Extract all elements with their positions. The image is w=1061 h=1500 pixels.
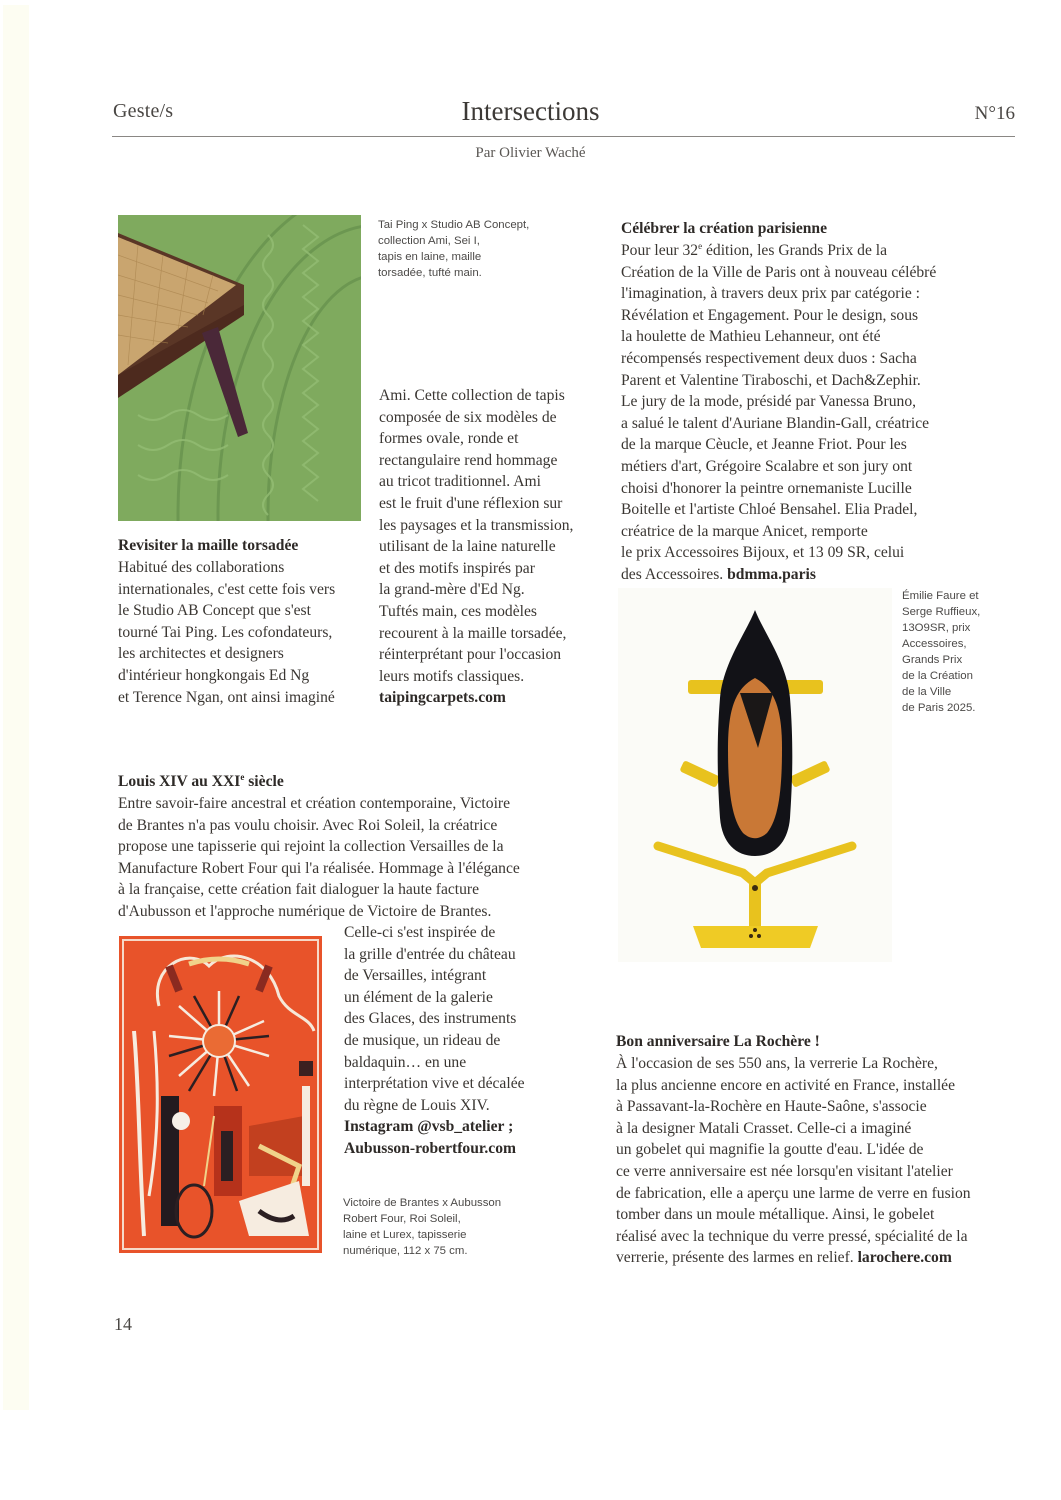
larochere-link[interactable]: larochere.com [857, 1249, 952, 1267]
header-rule [112, 136, 1015, 137]
louis-headline-sup: e [240, 772, 245, 782]
tapestry-image [119, 936, 322, 1253]
page-number: 14 [114, 1314, 132, 1334]
rochere-body-text: À l'occasion de ses 550 ans, la verrerie La Rochère, la plus ancienne encore en activité en France, installée à Passavant-la-Rochère en Haute-Saône, s'associe à la designer Matali Crasset. Celle-ci a imaginé un gobelet qui magnifie la goutte d'eau. L'idée de ce verre anniversaire est née lorsqu'en visitant l'atelier de fabrication, elle a aperçu une larme de verre en fusion tomber dans un moule métallique. Ainsi, le gobelet réalisé avec la technique du verre pressé, spécialité de la verrerie, présente des larmes en relief. [616, 1055, 971, 1267]
instagram-link[interactable]: Instagram @vsb_atelier ; [344, 1118, 514, 1135]
maille-body-col1: Habitué des collaborations internationales, c'est cette fois vers le Studio AB Concept que s'est tourné Tai Ping. Les cofondateurs, les architectes et designers d'intérieur hongkongais Ed Ng et Terence Ngan, ont ainsi imaginé [118, 559, 336, 706]
scan-edge-strip [3, 5, 29, 1410]
shoe-illustration [618, 588, 892, 962]
issue-number: N°16 [974, 103, 1015, 124]
louis-headline-end: siècle [244, 773, 284, 790]
shoe-caption: Émilie Faure et Serge Ruffieux, 13O9SR, prix Accessoires, Grands Prix de la Création de la Ville de Paris 2025. [902, 590, 981, 714]
creation-headline: Célébrer la création parisienne [621, 220, 828, 237]
louis-headline-start: Louis XIV au XXI [118, 773, 241, 790]
louis-body-col: Celle-ci s'est inspirée de la grille d'entrée du château de Versailles, intégrant un élément de la galerie des Glaces, des instruments de musique, un rideau de baldaquin… en une interprétation vive et décalée du règne de Louis XIV. [344, 924, 525, 1114]
bdmma-link[interactable]: bdmma.paris [727, 565, 816, 583]
aubusson-link[interactable]: Aubusson-robertfour.com [344, 1140, 516, 1157]
rochere-body [616, 1053, 1026, 1269]
rug-caption: Tai Ping x Studio AB Concept, collection Ami, Sei I, tapis en laine, maille torsadée, tufté main. [378, 219, 530, 279]
creation-body [621, 240, 1021, 586]
tapestry-caption: Victoire de Brantes x Aubusson Robert Four, Roi Soleil, laine et Lurex, tapisserie numérique, 112 x 75 cm. [343, 1197, 502, 1257]
rochere-headline: Bon anniversaire La Rochère ! [616, 1033, 820, 1050]
shoe-image [618, 588, 892, 962]
creation-body-start: Pour leur 32 [621, 242, 699, 259]
louis-intro: Entre savoir-faire ancestral et création contemporaine, Victoire de Brantes n'a pas voulu choisir. Avec Roi Soleil, la créatrice propose une tapisserie qui rejoint la collection Versailles de la Manufacture Robert Four qui l'a réalisée. Hommage à l'élégance à la française, cette création fait dialoguer la haute facture d'Aubusson et l'approche numérique de Victoire de Brantes. [118, 795, 520, 920]
louis-headline [118, 771, 284, 793]
creation-body-rest: édition, les Grands Prix de la Création de la Ville de Paris ont à nouveau célébré l'imagination, à travers deux prix par catégorie : Révélation et Engagement. Pour le design, sous la houlette de Mathieu Lehanneur, ont été récompensés respectivement deux duos : Sacha Parent et Valentine Tiraboschi, et Dach&Zephir. Le jury de la mode, présidé par Vanessa Bruno, a salué le talent d'Auriane Blandin-Gall, créatrice de la marque Cèucle, et Jeanne Friot. Pour les métiers d'art, Grégoire Scalabre et son jury ont choisi d'honorer la peintre ornemaniste Lucille Boitelle et l'artiste Chloé Bensahel. Elia Pradel, créatrice de la marque Anicet, remporte le prix Accessoires Bijoux, et 13 09 SR, celui des Accessoires. [621, 242, 937, 583]
tapestry-illustration [119, 936, 322, 1253]
rug-illustration [118, 215, 361, 521]
page-title: Intersections [461, 96, 600, 126]
creation-body-sup: e [698, 241, 703, 251]
rug-image [118, 215, 361, 521]
taiping-link[interactable]: taipingcarpets.com [379, 689, 506, 706]
maille-body-col2: Ami. Cette collection de tapis composée de six modèles de formes ovale, ronde et rectangulaire rend hommage au tricot traditionnel. Ami est le fruit d'une réflexion sur les paysages et la transmission, utilisant de la laine naturelle et des motifs inspirés par la grand-mère d'Ed Ng. Tuftés main, ces modèles recourent à la maille torsadée, réinterprétant pour l'occasion leurs motifs classiques. [379, 387, 574, 685]
maille-headline: Revisiter la maille torsadée [118, 537, 299, 554]
section-label: Geste/s [113, 100, 174, 122]
byline: Par Olivier Waché [475, 145, 586, 161]
